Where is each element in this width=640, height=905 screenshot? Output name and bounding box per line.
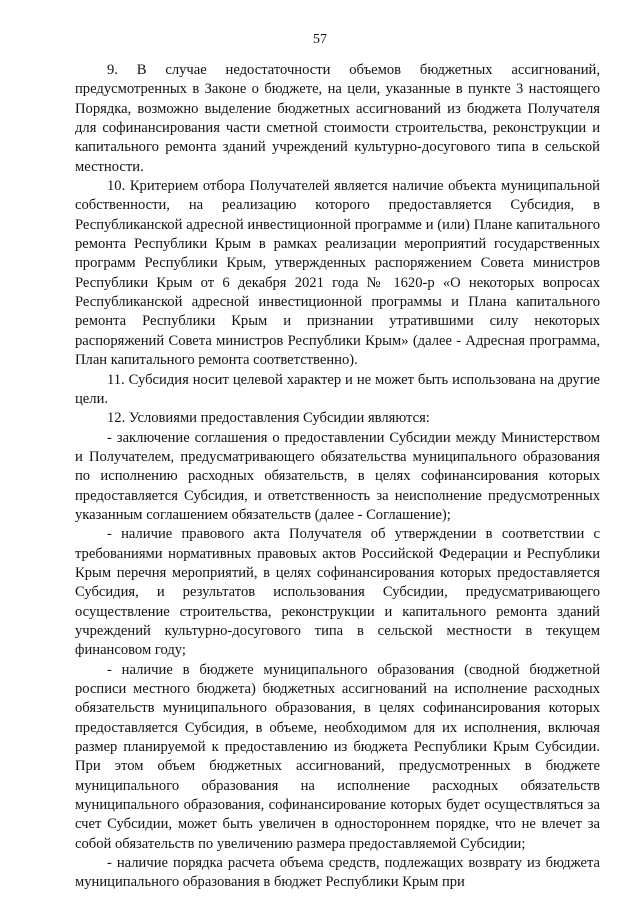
paragraph-9: 9. В случае недостаточности объемов бюджетных ассигнований, предусмотренных в Законе о бюджете, на цели, указанные в пункте 3 настоящего Порядка, возможно выделение бюджетных ассигнований из бюджета Получателя для софинансирования части сметной стоимости строительства, реконструкции и капитального ремонта зданий учреждений культурно-досугового типа в сельской местности. bbox=[75, 62, 600, 175]
condition-agreement: - заключение соглашения о предоставлении Субсидии между Министерством и Получателем, предусматривающего обязательства муниципального образования по исполнению расходных обязательств, в целях софинансирования которых предоставляется Субсидия, и ответственность за неисполнение предусмотренных указанным соглашением обязательств (далее - Соглашение); bbox=[75, 429, 600, 523]
condition-budget-allocations: - наличие в бюджете муниципального образования (сводной бюджетной росписи местного бюджета) бюджетных ассигнований на исполнение расходных обязательств муниципального образования, в целях софинансирования которых предоставляется Субсидия, в объеме, необходимом для их исполнения, включая размер планируемой к предоставлению из бюджета Республики Крым Субсидии. При этом объем бюджетных ассигнований, предусмотренных в бюджете муниципального образования на исполнение расходных обязательств муниципального образования, софинансирование которых будет осуществляться за счет Субсидии, может быть увеличен в одностороннем порядке, что не влечет за собой обязательств по увеличению размера предоставляемой Субсидии; bbox=[75, 661, 600, 852]
document-body bbox=[75, 61, 600, 893]
paragraph-11: 11. Субсидия носит целевой характер и не может быть использована на другие цели. bbox=[75, 371, 600, 407]
paragraph-12: 12. Условиями предоставления Субсидии являются: bbox=[107, 410, 430, 427]
paragraph-10: 10. Критерием отбора Получателей является наличие объекта муниципальной собственности, на реализацию которого предоставляется Субсидия, в Республиканской адресной инвестиционной программе и (или) Плане капитального ремонта Республики Крым в рамках реализации мероприятий государственных программ Республики Крым, утвержденных распоряжением Совета министров Республики Крым от 6 декабря 2021 года № 1620-р «О некоторых вопросах Республиканской адресной инвестиционной программы и Плана капитального ремонта Республики Крым и признании утратившими силу некоторых распоряжений Совета министров Республики Крым» (далее - Адресная программа, План капитального ремонта соответственно). bbox=[75, 178, 600, 369]
condition-legal-act: - наличие правового акта Получателя об утверждении в соответствии с требованиями нормативных правовых актов Российской Федерации и Республики Крым перечня мероприятий, в целях софинансирования которых предоставляется Субсидия, и результатов использования Субсидии, предусматривающего осуществление строительства, реконструкции и капитального ремонта зданий учреждений культурно-досугового типа в сельской местности в текущем финансовом году; bbox=[75, 526, 600, 659]
condition-refund-procedure: - наличие порядка расчета объема средств, подлежащих возврату из бюджета муниципального образования в бюджет Республики Крым при bbox=[75, 855, 600, 891]
page-number: 57 bbox=[313, 32, 327, 47]
